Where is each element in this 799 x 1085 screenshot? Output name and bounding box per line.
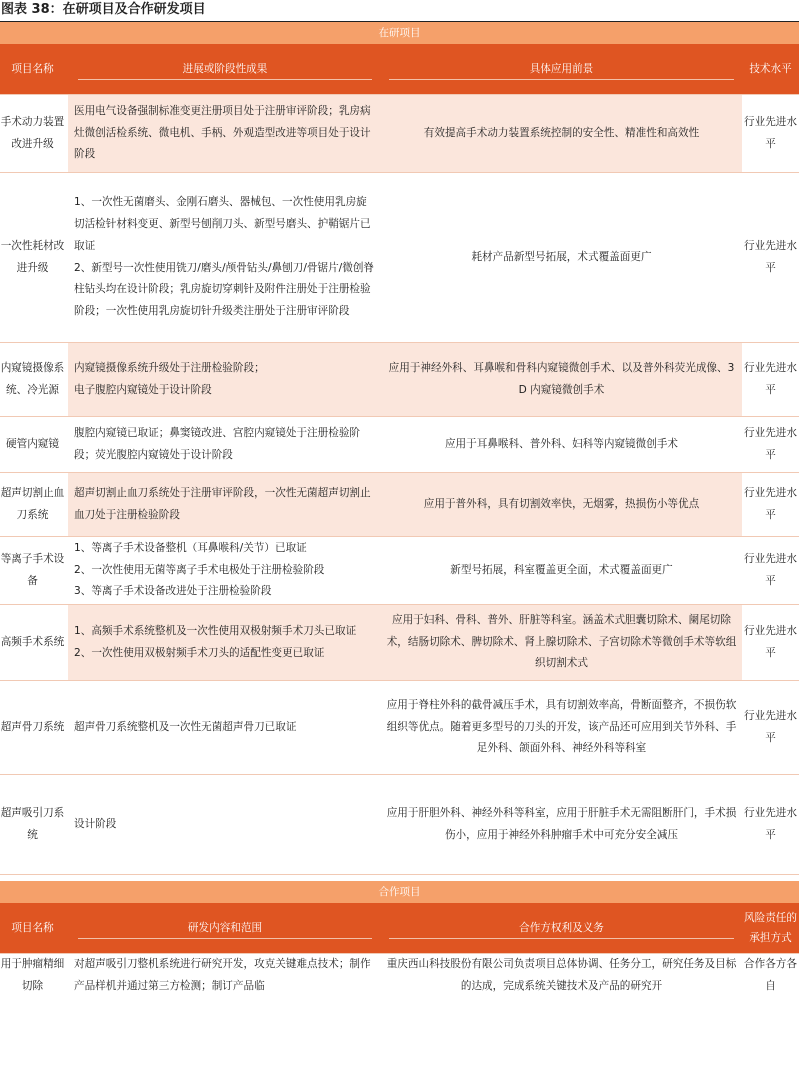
- prospect-cell: 新型号拓展，科室覆盖更全面，术式覆盖面更广: [381, 537, 742, 605]
- section-band-label: 合作项目: [0, 881, 799, 903]
- tech-level-cell: 行业先进水平: [742, 681, 799, 775]
- rights-cell: 重庆西山科技股份有限公司负责项目总体协调、任务分工，研究任务及目标的达成，完成系统关键技术及产品的研究开: [381, 954, 742, 1014]
- col-header-name: 项目名称: [0, 44, 68, 95]
- risk-cell: 合作各方各自: [742, 954, 799, 1014]
- tech-level-cell: 行业先进水平: [742, 95, 799, 173]
- col-header-content-label: 研发内容和范围: [78, 918, 372, 939]
- tech-level-cell: 行业先进水平: [742, 537, 799, 605]
- progress-cell: 1、等离子手术设备整机（耳鼻喉科/关节）已取证 2、一次性使用无菌等离子手术电极处于注册检验阶段 3、等离子手术设备改进处于注册检验阶段: [68, 537, 381, 605]
- project-name-cell: 硬管内窥镜: [0, 417, 68, 473]
- col-header-rights-label: 合作方权利及义务: [389, 918, 734, 939]
- progress-cell: 1、高频手术系统整机及一次性使用双极射频手术刀头已取证 2、一次性使用双极射频手术刀头的适配性变更已取证: [68, 605, 381, 681]
- table-row: [0, 605, 799, 681]
- table-row: [0, 681, 799, 775]
- project-name-cell: 超声骨刀系统: [0, 681, 68, 775]
- tech-level-cell: 行业先进水平: [742, 343, 799, 417]
- figure-title: 图表 38：在研项目及合作研发项目: [0, 0, 799, 22]
- col-header-progress: [68, 44, 381, 95]
- tech-level-cell: 行业先进水平: [742, 605, 799, 681]
- table-row: [0, 95, 799, 173]
- project-name-cell: 超声吸引刀系统: [0, 775, 68, 875]
- col-header-rights: [381, 903, 742, 954]
- header-row: [0, 903, 799, 954]
- progress-cell: 超声骨刀系统整机及一次性无菌超声骨刀已取证: [68, 681, 381, 775]
- progress-cell: 内窥镜摄像系统升级处于注册检验阶段； 电子腹腔内窥镜处于设计阶段: [68, 343, 381, 417]
- prospect-cell: 耗材产品新型号拓展，术式覆盖面更广: [381, 173, 742, 343]
- prospect-cell: 应用于脊柱外科的截骨减压手术，具有切割效率高，骨断面整齐，不损伤软组织等优点。随着更多型号的刀头的开发，该产品还可应用到关节外科、手足外科、颌面外科、神经外科等科室: [381, 681, 742, 775]
- col-header-progress-label: 进展或阶段性成果: [78, 59, 372, 80]
- project-name-cell: 高频手术系统: [0, 605, 68, 681]
- tech-level-cell: 行业先进水平: [742, 775, 799, 875]
- tech-level-cell: 行业先进水平: [742, 417, 799, 473]
- progress-cell: 1、一次性无菌磨头、金刚石磨头、器械包、一次性使用乳房旋切活检针材料变更、新型号刨削刀头、新型号磨头、护鞘锯片已取证 2、新型号一次性使用铣刀/磨头/颅骨钻头/鼻刨刀/骨锯片/微创脊柱钻头均在设计阶段；乳房旋切穿刺针及附件注册处于注册检验阶段；一次性使用乳房旋切针升级类注册处于注册审评阶段: [68, 173, 381, 343]
- header-row: [0, 44, 799, 95]
- table-row: [0, 954, 799, 1014]
- tech-level-cell: 行业先进水平: [742, 473, 799, 537]
- prospect-cell: 有效提高手术动力装置系统控制的安全性、精准性和高效性: [381, 95, 742, 173]
- progress-cell: 医用电气设备强制标准变更注册项目处于注册审评阶段；乳房病灶微创活检系统、微电机、手柄、外观造型改进等项目处于设计阶段: [68, 95, 381, 173]
- table-row: [0, 473, 799, 537]
- col-header-prospect: [381, 44, 742, 95]
- col-header-prospect-label: 具体应用前景: [389, 59, 734, 80]
- progress-cell: 超声切割止血刀系统处于注册审评阶段，一次性无菌超声切割止血刀处于注册检验阶段: [68, 473, 381, 537]
- project-name-cell: 手术动力装置改进升级: [0, 95, 68, 173]
- progress-cell: 设计阶段: [68, 775, 381, 875]
- col-header-content: [68, 903, 381, 954]
- table-row: [0, 173, 799, 343]
- table-row: [0, 537, 799, 605]
- prospect-cell: 应用于普外科，具有切割效率快，无烟雾，热损伤小等优点: [381, 473, 742, 537]
- project-name-cell: 一次性耗材改进升级: [0, 173, 68, 343]
- col-header-name: 项目名称: [0, 903, 68, 954]
- section-band-label: 在研项目: [0, 22, 799, 44]
- project-name-cell: 超声切割止血刀系统: [0, 473, 68, 537]
- prospect-cell: 应用于肝胆外科、神经外科等科室，应用于肝脏手术无需阻断肝门，手术损伤小，应用于神经外科肿瘤手术中可充分安全减压: [381, 775, 742, 875]
- project-name-cell: 内窥镜摄像系统、冷光源: [0, 343, 68, 417]
- col-header-level: 技术水平: [742, 44, 799, 95]
- content-cell: 对超声吸引刀整机系统进行研究开发，攻克关键难点技术；制作产品样机并通过第三方检测；制订产品临: [68, 954, 381, 1014]
- section-band-cooperation: [0, 881, 799, 903]
- project-name-cell: 等离子手术设备: [0, 537, 68, 605]
- table-row: [0, 343, 799, 417]
- progress-cell: 腹腔内窥镜已取证；鼻窦镜改进、宫腔内窥镜处于注册检验阶段；荧光腹腔内窥镜处于设计阶段: [68, 417, 381, 473]
- project-name-cell: 用于肿瘤精细切除: [0, 954, 68, 1014]
- prospect-cell: 应用于耳鼻喉科、普外科、妇科等内窥镜微创手术: [381, 417, 742, 473]
- prospect-cell: 应用于神经外科、耳鼻喉和骨科内窥镜微创手术、以及普外科荧光成像、3D 内窥镜微创手术: [381, 343, 742, 417]
- table-row: [0, 775, 799, 875]
- table-row: [0, 417, 799, 473]
- section-band-in-progress: [0, 22, 799, 44]
- projects-table: [0, 22, 799, 1014]
- prospect-cell: 应用于妇科、骨科、普外、肝脏等科室。涵盖术式胆囊切除术、阑尾切除术，结肠切除术、脾切除术、肾上腺切除术、子宫切除术等微创手术等软组织切割术式: [381, 605, 742, 681]
- tech-level-cell: 行业先进水平: [742, 173, 799, 343]
- col-header-risk: 风险责任的承担方式: [742, 903, 799, 954]
